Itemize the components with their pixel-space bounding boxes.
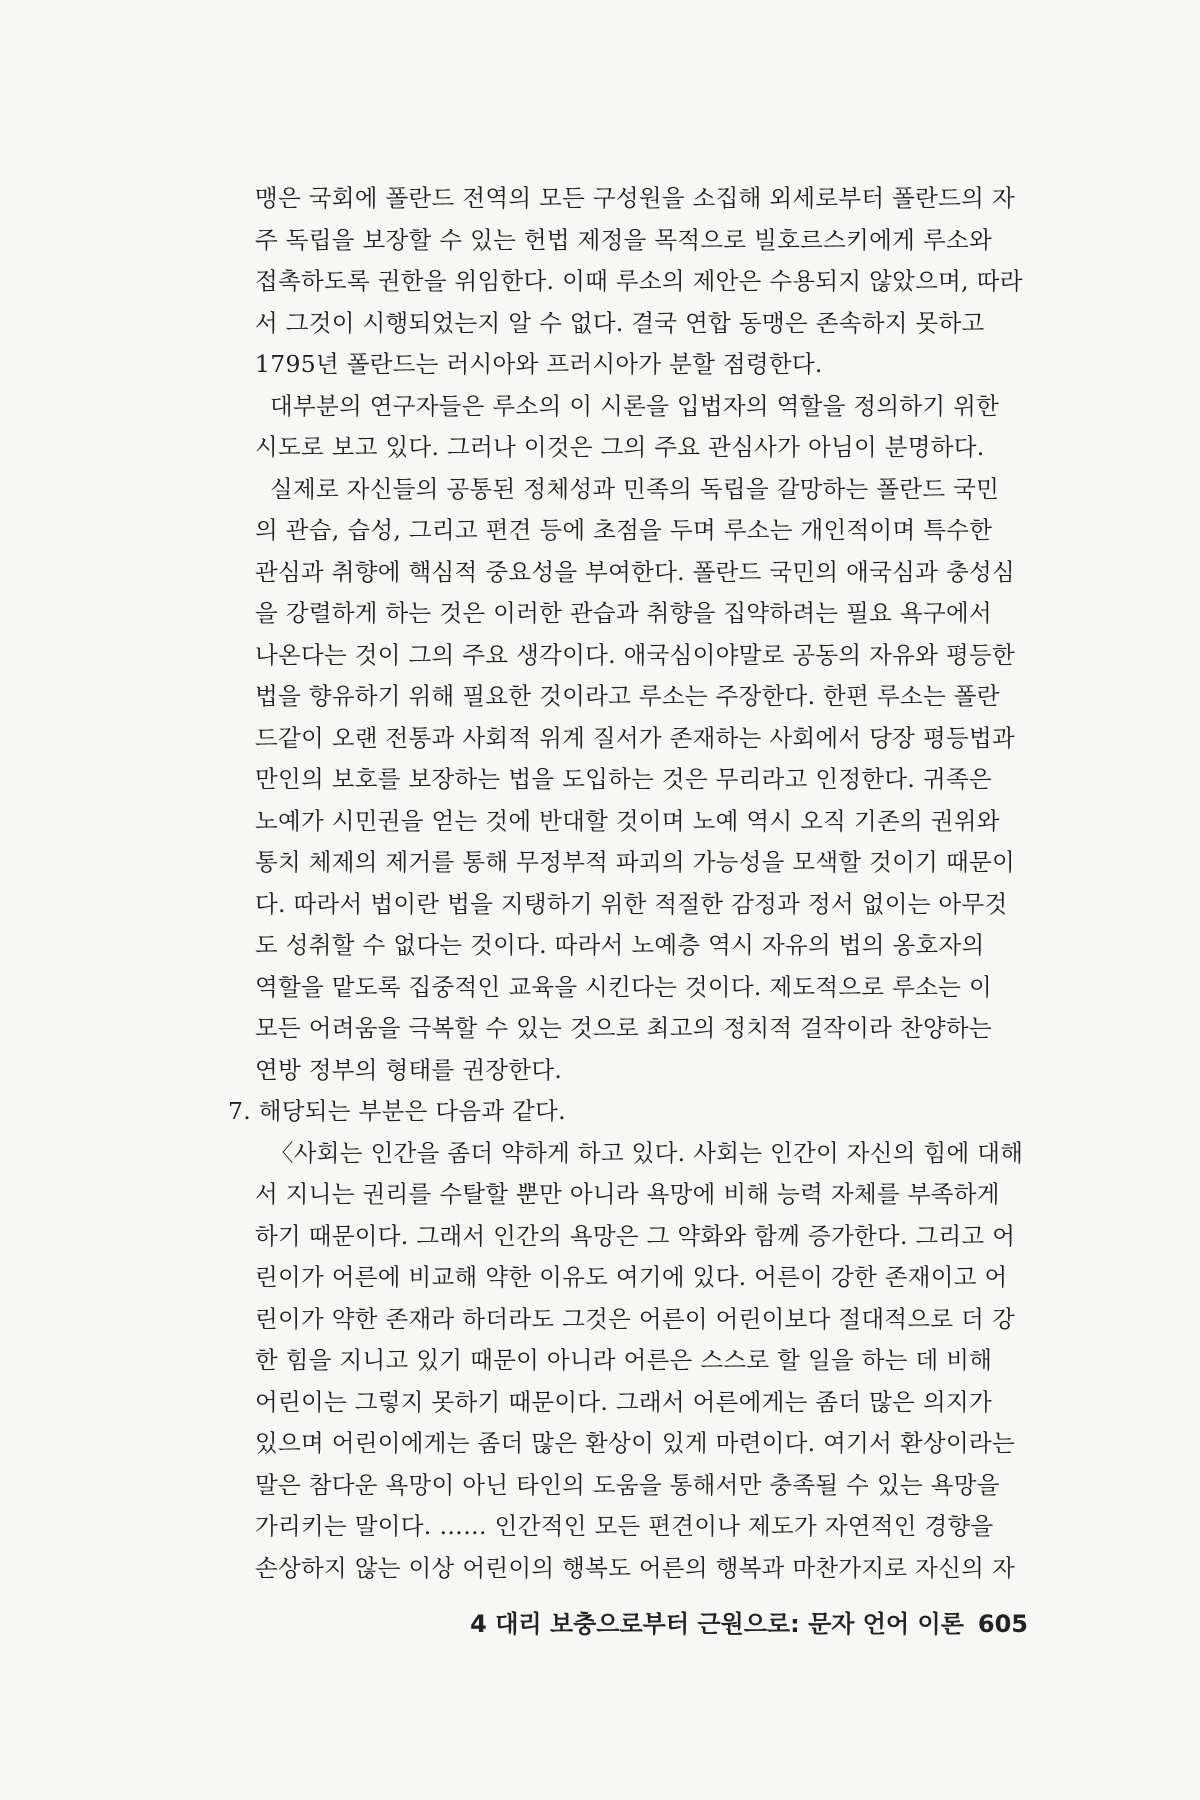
text-line: 〈사회는 인간을 좀더 약하게 하고 있다. 사회는 인간이 자신의 힘에 대해	[270, 1138, 1024, 1167]
text-line: 역할을 맡도록 집중적인 교육을 시킨다는 것이다. 제도적으로 루소는 이	[255, 972, 992, 1001]
text-line: 서 그것이 시행되었는지 알 수 없다. 결국 연합 동맹은 존속하지 못하고	[255, 308, 985, 337]
text-line: 관심과 취향에 핵심적 중요성을 부여한다. 폴란드 국민의 애국심과 충성심	[255, 557, 1015, 586]
text-line: 1795년 폴란드는 러시아와 프러시아가 분할 점령한다.	[255, 350, 823, 378]
page-footer	[470, 1604, 1028, 1639]
text-line: 을 강렬하게 하는 것은 이러한 관습과 취향을 집약하려는 필요 욕구에서	[255, 599, 992, 627]
text-line: 의 관습, 습성, 그리고 편견 등에 초점을 두며 루소는 개인적이며 특수한	[255, 516, 993, 544]
text-line: 도 성취할 수 없다는 것이다. 따라서 노예층 역시 자유의 법의 옹호자의	[255, 931, 985, 959]
text-line: 7. 해당되는 부분은 다음과 같다.	[228, 1097, 566, 1125]
text-line: 하기 때문이다. 그래서 인간의 욕망은 그 약화와 함께 증가한다. 그리고 어	[255, 1221, 1016, 1250]
text-line: 다. 따라서 법이란 법을 지탱하기 위한 적절한 감정과 정서 없이는 아무것	[255, 889, 1008, 918]
text-line: 법을 향유하기 위해 필요한 것이라고 루소는 주장한다. 한편 루소는 폴란	[255, 682, 1000, 710]
text-line: 린이가 어른에 비교해 약한 이유도 여기에 있다. 어른이 강한 존재이고 어	[255, 1263, 1008, 1291]
text-line: 모든 어려움을 극복할 수 있는 것으로 최고의 정치적 걸작이라 찬양하는	[255, 1014, 992, 1042]
text-line: 노예가 시민권을 얻는 것에 반대할 것이며 노예 역시 오직 기존의 권위와	[255, 806, 1000, 835]
text-line: 한 힘을 지니고 있기 때문이 아니라 어른은 스스로 할 일을 하는 데 비해	[255, 1346, 993, 1374]
page-number: 605	[977, 1610, 1028, 1638]
text-line: 있으며 어린이에게는 좀더 많은 환상이 있게 마련이다. 여기서 환상이라는	[255, 1429, 1015, 1457]
text-line: 린이가 약한 존재라 하더라도 그것은 어른이 어린이보다 절대적으로 더 강	[255, 1304, 1015, 1333]
text-line: 통치 체제의 제거를 통해 무정부적 파괴의 가능성을 모색할 것이기 때문이	[255, 848, 1015, 876]
text-line: 말은 참다운 욕망이 아닌 타인의 도움을 통해서만 충족될 수 있는 욕망을	[255, 1470, 1000, 1499]
text-line: 서 지니는 권리를 수탈할 뿐만 아니라 욕망에 비해 능력 자체를 부족하게	[255, 1180, 1000, 1208]
text-line: 주 독립을 보장할 수 있는 헌법 제정을 목적으로 빌호르스키에게 루소와	[255, 225, 992, 254]
text-line: 가리키는 말이다. …… 인간적인 모든 편견이나 제도가 자연적인 경향을	[255, 1512, 994, 1540]
text-line: 연방 정부의 형태를 권장한다.	[255, 1055, 563, 1084]
text-line: 나온다는 것이 그의 주요 생각이다. 애국심이야말로 공동의 자유와 평등한	[255, 640, 1015, 669]
text-line: 어린이는 그렇지 못하기 때문이다. 그래서 어른에게는 좀더 많은 의지가	[255, 1387, 992, 1416]
text-line: 대부분의 연구자들은 루소의 이 시론을 입법자의 역할을 정의하기 위한	[270, 391, 1000, 420]
text-line: 시도로 보고 있다. 그러나 이것은 그의 주요 관심사가 아님이 분명하다.	[255, 433, 985, 461]
text-line: 접촉하도록 권한을 위임한다. 이때 루소의 제안은 수용되지 않았으며, 따라	[255, 267, 1023, 295]
text-line: 만인의 보호를 보장하는 법을 도입하는 것은 무리라고 인정한다. 귀족은	[255, 765, 992, 793]
text-line: 실제로 자신들의 공통된 정체성과 민족의 독립을 갈망하는 폴란드 국민	[270, 474, 1000, 503]
text-line: 드같이 오랜 전통과 사회적 위계 질서가 존재하는 사회에서 당장 평등법과	[255, 723, 1015, 752]
running-title: 4 대리 보충으로부터 근원으로: 문자 언어 이론	[470, 1610, 964, 1638]
body-text	[228, 178, 1035, 1589]
text-line: 맹은 국회에 폴란드 전역의 모든 구성원을 소집해 외세로부터 폴란드의 자	[255, 184, 1015, 212]
text-line: 손상하지 않는 이상 어린이의 행복도 어른의 행복과 마찬가지로 자신의 자	[255, 1553, 1015, 1582]
